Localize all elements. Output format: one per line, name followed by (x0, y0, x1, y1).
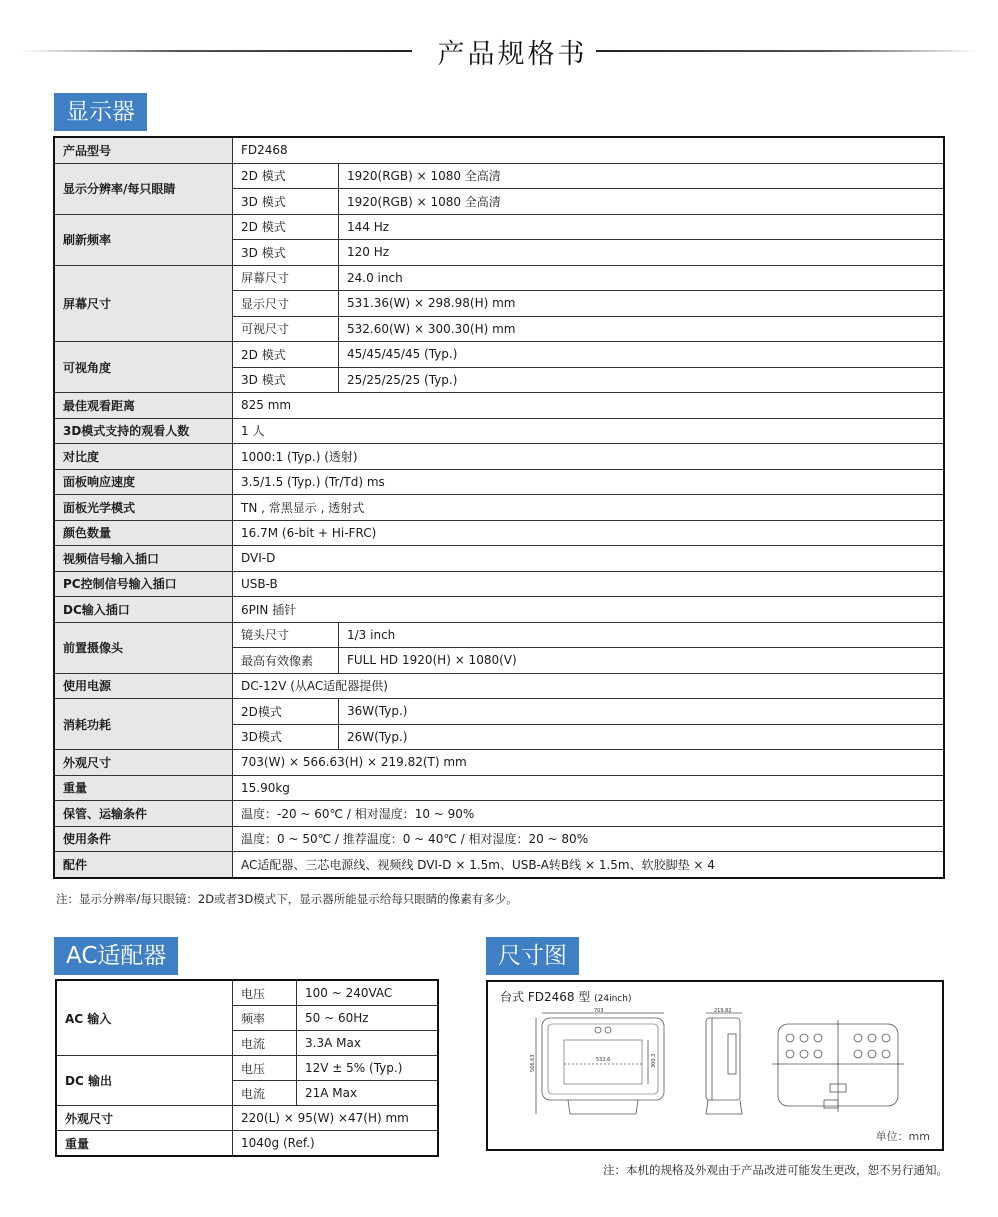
dimension-drawing (528, 1004, 908, 1134)
row-value: 1000:1 (Typ.) (透射) (233, 444, 944, 470)
row-value: 1/3 inch (339, 622, 944, 648)
row-value: 26W(Typ.) (339, 724, 944, 750)
page-title-row (20, 30, 978, 70)
row-value: 532.60(W) × 300.30(H) mm (339, 316, 944, 342)
row-value: FD2468 (233, 138, 944, 164)
row-value: 12V ± 5% (Typ.) (297, 1056, 438, 1081)
row-value: AC适配器、三芯电源线、视频线 DVI-D × 1.5m、USB-A转B线 × 1.5m、软胶脚垫 × 4 (233, 852, 944, 878)
display-section-title: 显示器 (54, 93, 147, 131)
sub-label: 2D 模式 (233, 342, 339, 368)
row-value: 温度：-20 ~ 60℃ / 相对湿度：10 ~ 90% (233, 801, 944, 827)
row-label: 外观尺寸 (55, 750, 233, 776)
row-label: 对比度 (55, 444, 233, 470)
table-row (55, 826, 944, 852)
row-value: 1920(RGB) × 1080 全高清 (339, 163, 944, 189)
sub-label: 2D模式 (233, 699, 339, 725)
row-label: 配件 (55, 852, 233, 878)
front-width-label: 703 (594, 1008, 604, 1014)
row-label: 面板响应速度 (55, 469, 233, 495)
row-label: 消耗功耗 (55, 699, 233, 750)
sub-label: 镜头尺寸 (233, 622, 339, 648)
row-value: 120 Hz (339, 240, 944, 266)
row-label: DC 输出 (57, 1056, 233, 1106)
sub-label: 2D 模式 (233, 163, 339, 189)
row-label: 使用条件 (55, 826, 233, 852)
page-title: 产品规格书 (437, 39, 588, 70)
dimension-section-title: 尺寸图 (486, 937, 579, 975)
row-label: 外观尺寸 (57, 1106, 233, 1131)
row-value: 21A Max (297, 1081, 438, 1106)
row-value: 825 mm (233, 393, 944, 419)
table-row (55, 801, 944, 827)
row-label: 最佳观看距离 (55, 393, 233, 419)
row-label: 产品型号 (55, 138, 233, 164)
row-label: 可视角度 (55, 342, 233, 393)
sub-label: 电流 (233, 1031, 297, 1056)
row-value: 25/25/25/25 (Typ.) (339, 367, 944, 393)
row-label: 前置摄像头 (55, 622, 233, 673)
table-row (55, 546, 944, 572)
row-value: 45/45/45/45 (Typ.) (339, 342, 944, 368)
row-label: 视频信号输入插口 (55, 546, 233, 572)
table-row (55, 673, 944, 699)
row-label: 显示分辨率/每只眼睛 (55, 163, 233, 214)
table-row (57, 1056, 438, 1081)
table-row (55, 418, 944, 444)
adapter-spec-table (56, 980, 438, 1156)
footer-note: 注：本机的规格及外观由于产品改进可能发生更改，恕不另行通知。 (603, 1163, 948, 1177)
screen-width-label: 532.6 (596, 1057, 611, 1063)
screen-height-label: 300.3 (651, 1053, 657, 1068)
sub-label: 3D 模式 (233, 189, 339, 215)
dimension-model-label (500, 988, 631, 1005)
row-value: 100 ~ 240VAC (297, 981, 438, 1006)
front-height-label: 566.63 (530, 1054, 536, 1072)
row-value: 703(W) × 566.63(H) × 219.82(T) mm (233, 750, 944, 776)
row-label: 屏幕尺寸 (55, 265, 233, 342)
table-row (57, 1106, 438, 1131)
row-value: 1 人 (233, 418, 944, 444)
row-value: 温度：0 ~ 50℃ / 推荐温度：0 ~ 40℃ / 相对湿度：20 ~ 80% (233, 826, 944, 852)
row-value: DVI-D (233, 546, 944, 572)
dimension-model-name: 台式 FD2468 型 (500, 990, 591, 1004)
row-value: 1920(RGB) × 1080 全高清 (339, 189, 944, 215)
table-row (55, 622, 944, 648)
row-label: 重量 (55, 775, 233, 801)
table-row (55, 393, 944, 419)
row-label: 重量 (57, 1131, 233, 1156)
table-row (55, 444, 944, 470)
row-value: 36W(Typ.) (339, 699, 944, 725)
table-row (55, 138, 944, 164)
sub-label: 3D 模式 (233, 240, 339, 266)
row-value: 1040g (Ref.) (233, 1131, 438, 1156)
row-label: 3D模式支持的观看人数 (55, 418, 233, 444)
row-label: PC控制信号输入插口 (55, 571, 233, 597)
row-value: 50 ~ 60Hz (297, 1006, 438, 1031)
back-view-drawing (772, 1020, 904, 1112)
sub-label: 可视尺寸 (233, 316, 339, 342)
sub-label: 电压 (233, 1056, 297, 1081)
table-row (55, 520, 944, 546)
row-label: 保管、运输条件 (55, 801, 233, 827)
title-divider-right (596, 50, 978, 52)
display-spec-table (54, 137, 944, 878)
sub-label: 最高有效像素 (233, 648, 339, 674)
side-depth-label: 219.82 (714, 1008, 732, 1014)
row-label: 刷新频率 (55, 214, 233, 265)
table-row (55, 265, 944, 291)
row-label: 面板光学模式 (55, 495, 233, 521)
dimension-drawing-box (486, 980, 944, 1151)
row-value: USB-B (233, 571, 944, 597)
side-view-drawing (706, 1013, 742, 1114)
table-row (55, 852, 944, 878)
row-value: FULL HD 1920(H) × 1080(V) (339, 648, 944, 674)
sub-label: 屏幕尺寸 (233, 265, 339, 291)
table-row (55, 597, 944, 623)
sub-label: 3D模式 (233, 724, 339, 750)
row-value: DC-12V (从AC适配器提供) (233, 673, 944, 699)
sub-label: 2D 模式 (233, 214, 339, 240)
row-value: 3.5/1.5 (Typ.) (Tr/Td) ms (233, 469, 944, 495)
row-value: 24.0 inch (339, 265, 944, 291)
row-value: 144 Hz (339, 214, 944, 240)
table-row (55, 214, 944, 240)
dimension-unit: 单位：mm (875, 1130, 930, 1143)
row-value: 531.36(W) × 298.98(H) mm (339, 291, 944, 317)
row-value: 15.90kg (233, 775, 944, 801)
sub-label: 频率 (233, 1006, 297, 1031)
table-row (55, 163, 944, 189)
row-value: 3.3A Max (297, 1031, 438, 1056)
row-value: TN , 常黑显示 , 透射式 (233, 495, 944, 521)
row-label: DC输入插口 (55, 597, 233, 623)
table-row (55, 775, 944, 801)
sub-label: 电流 (233, 1081, 297, 1106)
row-label: 颜色数量 (55, 520, 233, 546)
table-row (55, 342, 944, 368)
table-row (55, 571, 944, 597)
row-label: 使用电源 (55, 673, 233, 699)
row-label: AC 输入 (57, 981, 233, 1056)
table-row (57, 1131, 438, 1156)
dimension-model-size: (24inch) (594, 994, 632, 1004)
front-view-drawing (536, 1013, 664, 1114)
title-divider-left (20, 50, 412, 52)
sub-label: 3D 模式 (233, 367, 339, 393)
table-row (55, 699, 944, 725)
display-note: 注：显示分辨率/每只眼镜：2D或者3D模式下，显示器所能显示给每只眼睛的像素有多少。 (56, 892, 518, 906)
row-value: 6PIN 插针 (233, 597, 944, 623)
row-value: 220(L) × 95(W) ×47(H) mm (233, 1106, 438, 1131)
table-row (55, 469, 944, 495)
table-row (55, 495, 944, 521)
table-row (57, 981, 438, 1006)
sub-label: 电压 (233, 981, 297, 1006)
row-value: 16.7M (6-bit + Hi-FRC) (233, 520, 944, 546)
adapter-section-title: AC适配器 (54, 937, 178, 975)
table-row (55, 750, 944, 776)
sub-label: 显示尺寸 (233, 291, 339, 317)
